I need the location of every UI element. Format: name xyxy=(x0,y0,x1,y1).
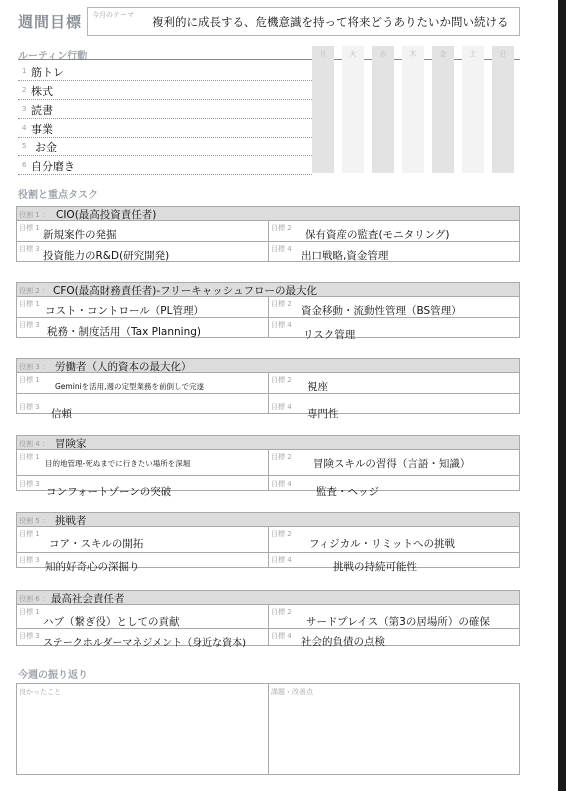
goal-label: 目標 2 xyxy=(271,530,292,538)
page-title: 週間目標 xyxy=(18,13,83,31)
roles-heading: 役割と重点タスク xyxy=(18,190,98,201)
role-index: 役割 5 ： xyxy=(19,517,49,525)
routine-row[interactable] xyxy=(18,119,312,138)
goal-text[interactable]: 出口戦略,資金管理 xyxy=(301,250,389,262)
issues-field[interactable] xyxy=(268,683,520,775)
goal-label: 目標 4 xyxy=(271,321,292,329)
goal-row-divider xyxy=(17,552,519,553)
routine-number: 6 xyxy=(22,161,27,169)
goal-label: 目標 2 xyxy=(271,300,292,308)
day-column-tue[interactable] xyxy=(342,46,364,173)
goal-text[interactable]: 目的地管理-死ぬまでに行きたい場所を深堀 xyxy=(45,459,191,468)
goal-label: 目標 2 xyxy=(271,453,292,461)
day-column-fri[interactable] xyxy=(432,46,454,173)
goal-text[interactable]: 知的好奇心の深掘り xyxy=(45,561,140,573)
goal-text[interactable]: コスト・コントロール（PL管理） xyxy=(45,305,204,317)
day-column-sun[interactable] xyxy=(492,46,514,173)
day-label-wed: 水 xyxy=(379,50,387,58)
goal-text[interactable]: 税務・制度活用（Tax Planning) xyxy=(47,326,201,338)
day-label-sun: 日 xyxy=(499,50,507,58)
good-points-label: 良かったこと xyxy=(19,688,61,696)
goal-text[interactable]: 新規案件の発掘 xyxy=(43,229,117,241)
goal-text[interactable]: サードプレイス（第3の居場所）の確保 xyxy=(306,616,490,628)
routine-label: 自分磨き xyxy=(31,160,75,173)
good-points-field[interactable] xyxy=(16,683,267,775)
role-index: 役割 1 ： xyxy=(19,211,49,219)
goal-text[interactable]: 視座 xyxy=(307,381,328,393)
routine-row[interactable] xyxy=(18,62,312,81)
routine-label: 筋トレ xyxy=(31,66,64,79)
goal-label: 目標 3 xyxy=(19,556,40,564)
role-header xyxy=(17,283,519,297)
role-header xyxy=(17,359,519,373)
goal-text[interactable]: 投資能力のR&D(研究開発) xyxy=(43,250,170,262)
goal-label: 目標 4 xyxy=(271,632,292,640)
role-name[interactable]: 冒険家 xyxy=(55,438,87,450)
routine-number: 5 xyxy=(22,142,27,150)
role-name[interactable]: CFO(最高財務責任者)-フリーキャッシュフローの最大化 xyxy=(53,285,317,297)
role-block-4 xyxy=(16,435,520,498)
role-header xyxy=(17,513,519,527)
day-label-tue: 火 xyxy=(349,50,357,58)
goal-label: 目標 3 xyxy=(19,480,40,488)
day-label-thu: 木 xyxy=(409,50,417,58)
goal-label: 目標 3 xyxy=(19,403,40,411)
goal-label: 目標 2 xyxy=(271,376,292,384)
role-name[interactable]: CIO(最高投資責任者) xyxy=(56,209,157,221)
day-label-fri: 金 xyxy=(439,50,447,58)
routine-number: 2 xyxy=(22,86,27,94)
goal-column-divider xyxy=(268,527,269,567)
role-block-3 xyxy=(16,358,520,420)
goal-label: 目標 4 xyxy=(271,245,292,253)
role-index: 役割 6 ： xyxy=(19,595,49,603)
role-header xyxy=(17,436,519,450)
goal-text[interactable]: 社会的負債の点検 xyxy=(301,636,385,648)
goal-text[interactable]: 資金移動・流動性管理（BS管理） xyxy=(301,305,462,317)
goal-text[interactable]: コンフォートゾーンの突破 xyxy=(46,486,172,498)
day-column-wed[interactable] xyxy=(372,46,394,173)
goal-text[interactable]: 保有資産の監査(モニタリング) xyxy=(305,229,450,241)
goal-label: 目標 1 xyxy=(19,300,40,308)
routine-label: お金 xyxy=(35,141,57,154)
goal-label: 目標 3 xyxy=(19,245,40,253)
goal-label: 目標 1 xyxy=(19,453,40,461)
monthly-theme-box[interactable] xyxy=(87,7,520,36)
routine-row[interactable] xyxy=(18,156,312,175)
theme-label: 今月のテーマ xyxy=(92,11,134,19)
role-block-5 xyxy=(16,512,520,573)
routine-label: 株式 xyxy=(31,85,53,98)
goal-text[interactable]: ハブ（繋ぎ役）としての貢献 xyxy=(43,616,180,628)
routine-number: 4 xyxy=(22,124,27,132)
goal-text[interactable]: 冒険スキルの習得（言語・知識） xyxy=(313,458,471,470)
day-column-mon[interactable] xyxy=(312,46,334,173)
routine-row[interactable] xyxy=(18,137,312,156)
routine-heading: ルーティン行動 xyxy=(18,51,88,62)
goal-column-divider xyxy=(268,605,269,645)
day-column-thu[interactable] xyxy=(402,46,424,173)
role-index: 役割 2 ： xyxy=(19,287,49,295)
role-header xyxy=(17,591,519,605)
routine-row[interactable] xyxy=(18,100,312,119)
goal-row-divider xyxy=(17,475,519,476)
goal-text[interactable]: 挑戦の持続可能性 xyxy=(333,561,417,573)
goal-label: 目標 2 xyxy=(271,608,292,616)
issues-label: 課題・改善点 xyxy=(271,688,313,696)
role-name[interactable]: 挑戦者 xyxy=(55,515,87,527)
goal-column-divider xyxy=(268,450,269,490)
goal-label: 目標 3 xyxy=(19,321,40,329)
day-label-mon: 月 xyxy=(319,50,327,58)
routine-number: 1 xyxy=(22,67,27,75)
goal-label: 目標 2 xyxy=(271,224,292,232)
routine-row[interactable] xyxy=(18,81,312,100)
goal-text[interactable]: Geminiを活用,週の定型業務を前倒しで完遂 xyxy=(55,382,205,391)
goal-label: 目標 1 xyxy=(19,530,40,538)
goal-text[interactable]: リスク管理 xyxy=(303,329,356,341)
goal-text[interactable]: コア・スキルの開拓 xyxy=(49,538,144,550)
routine-number: 3 xyxy=(22,105,27,113)
routine-label: 事業 xyxy=(31,123,53,136)
goal-label: 目標 1 xyxy=(19,224,40,232)
reflection-heading: 今週の振り返り xyxy=(18,670,88,681)
goal-text[interactable]: ステークホルダーマネジメント（身近な資本) xyxy=(43,638,247,649)
goal-label: 目標 4 xyxy=(271,403,292,411)
goal-text[interactable]: 信頼 xyxy=(51,408,72,420)
goal-label: 目標 4 xyxy=(271,480,292,488)
role-index: 役割 3 ： xyxy=(19,363,49,371)
role-name[interactable]: 労働者（人的資本の最大化） xyxy=(55,361,192,373)
role-block-6 xyxy=(16,590,520,649)
role-name[interactable]: 最高社会責任者 xyxy=(51,593,125,605)
goal-label: 目標 1 xyxy=(19,376,40,384)
goal-text[interactable]: フィジカル・リミットへの挑戦 xyxy=(309,538,455,550)
goal-text[interactable]: 専門性 xyxy=(307,408,339,420)
role-block-2 xyxy=(16,282,520,341)
role-index: 役割 4 ： xyxy=(19,440,49,448)
role-block-1 xyxy=(16,206,520,262)
goal-label: 目標 3 xyxy=(19,632,40,640)
page-edge-bar xyxy=(558,0,566,791)
day-label-sat: 土 xyxy=(469,50,477,58)
goal-row-divider xyxy=(17,393,519,394)
day-column-sat[interactable] xyxy=(462,46,484,173)
theme-text: 複利的に成長する、危機意識を持って将来どうありたいか問い続ける xyxy=(152,15,509,29)
goal-label: 目標 4 xyxy=(271,556,292,564)
routine-label: 読書 xyxy=(31,104,53,117)
role-header xyxy=(17,207,519,221)
goal-text[interactable]: 監査・ヘッジ xyxy=(316,486,379,498)
goal-label: 目標 1 xyxy=(19,608,40,616)
